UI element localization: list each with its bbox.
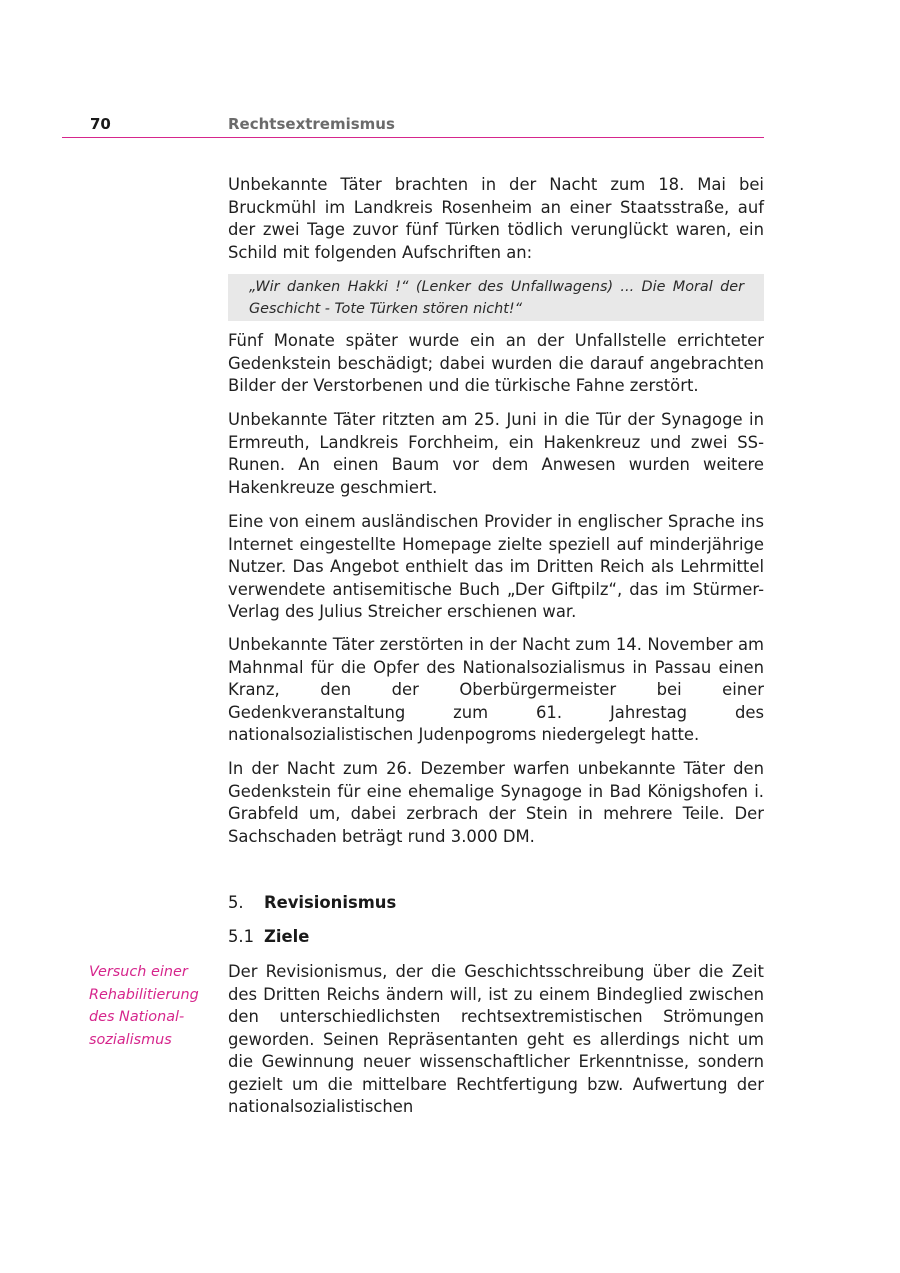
body-paragraph — [228, 409, 764, 499]
section-number: 5. — [228, 893, 244, 912]
margin-note-line: Rehabilitierung — [89, 986, 199, 1003]
subsection-number: 5.1 — [228, 927, 255, 946]
page-number: 70 — [90, 115, 111, 133]
body-paragraph — [228, 758, 764, 848]
body-paragraph — [228, 634, 764, 747]
paragraph-text: Unbekannte Täter zerstörten in der Nacht zum 14. November am Mahnmal für die Opfer des Nationalsozialismus in Passau einen Kranz, den der Oberbürgermeister bei einer Gedenkveranstaltung zum 61. Jahrestag des nationalsozialistischen Judenpogroms niedergelegt hatte. — [228, 635, 764, 744]
body-paragraph-revisionismus — [228, 961, 764, 1119]
paragraph-text: Fünf Monate später wurde ein an der Unfallstelle errichteter Gedenkstein beschädigt; dabei wurden die darauf angebrachten Bilder der Verstorbenen und die türkische Fahne zerstört. — [228, 331, 764, 395]
subsection-title: Ziele — [264, 927, 310, 946]
running-title: Rechtsextremismus — [228, 115, 395, 133]
margin-note-line: des National- — [89, 1009, 185, 1025]
paragraph-text: Unbekannte Täter ritzten am 25. Juni in die Tür der Synagoge in Ermreuth, Landkreis Forchheim, ein Hakenkreuz und zwei SS-Runen. An einen Baum vor dem Anwesen wurden weitere Hakenkreuze geschmiert. — [228, 410, 764, 497]
section-title: Revisionismus — [264, 893, 397, 912]
paragraph-text: In der Nacht zum 26. Dezember warfen unbekannte Täter den Gedenkstein für eine ehemalige Synagoge in Bad Königshofen i. Grabfeld um, dabei zerbrach der Stein in mehrere Teile. Der Sachschaden beträgt rund 3.000 DM. — [228, 759, 764, 846]
margin-note-line: Versuch einer — [89, 964, 188, 980]
header-divider — [62, 137, 764, 138]
margin-note — [89, 961, 207, 1051]
subsection-heading — [228, 927, 309, 946]
section-heading — [228, 893, 396, 912]
margin-note-line: sozialismus — [89, 1031, 172, 1048]
body-paragraph — [228, 511, 764, 624]
quote-text: „Wir danken Hakki !“ (Lenker des Unfallwagens) ... Die Moral der Geschicht - Tote Türken stören nicht!“ — [249, 279, 744, 317]
quote-box — [228, 274, 764, 321]
body-paragraph-intro — [228, 174, 764, 264]
paragraph-text: Der Revisionismus, der die Geschichtsschreibung über die Zeit des Dritten Reichs ändern will, ist zu einem Bindeglied zwischen den unterschiedlichsten rechtsextremistischen Strömungen geworden. Seinen Repräsentanten geht es allerdings nicht um die Gewinnung neuer wissenschaftlicher Erkenntnisse, sondern gezielt um die mittelbare Rechtfertigung bzw. Aufwertung der nationalsozialistischen — [228, 962, 764, 1116]
paragraph-text: Unbekannte Täter brachten in der Nacht zum 18. Mai bei Bruckmühl im Landkreis Rosenheim an einer Staatsstraße, auf der zwei Tage zuvor fünf Türken tödlich verunglückt waren, ein Schild mit folgenden Aufschriften an: — [228, 175, 764, 262]
paragraph-text: Eine von einem ausländischen Provider in englischer Sprache ins Internet eingestellte Homepage zielte speziell auf minderjährige Nutzer. Das Angebot enthielt das im Dritten Reich als Lehrmittel verwendete antisemitische Buch „Der Giftpilz“, das im Stürmer-Verlag des Julius Streicher erschienen war. — [228, 512, 764, 621]
body-paragraph — [228, 330, 764, 398]
